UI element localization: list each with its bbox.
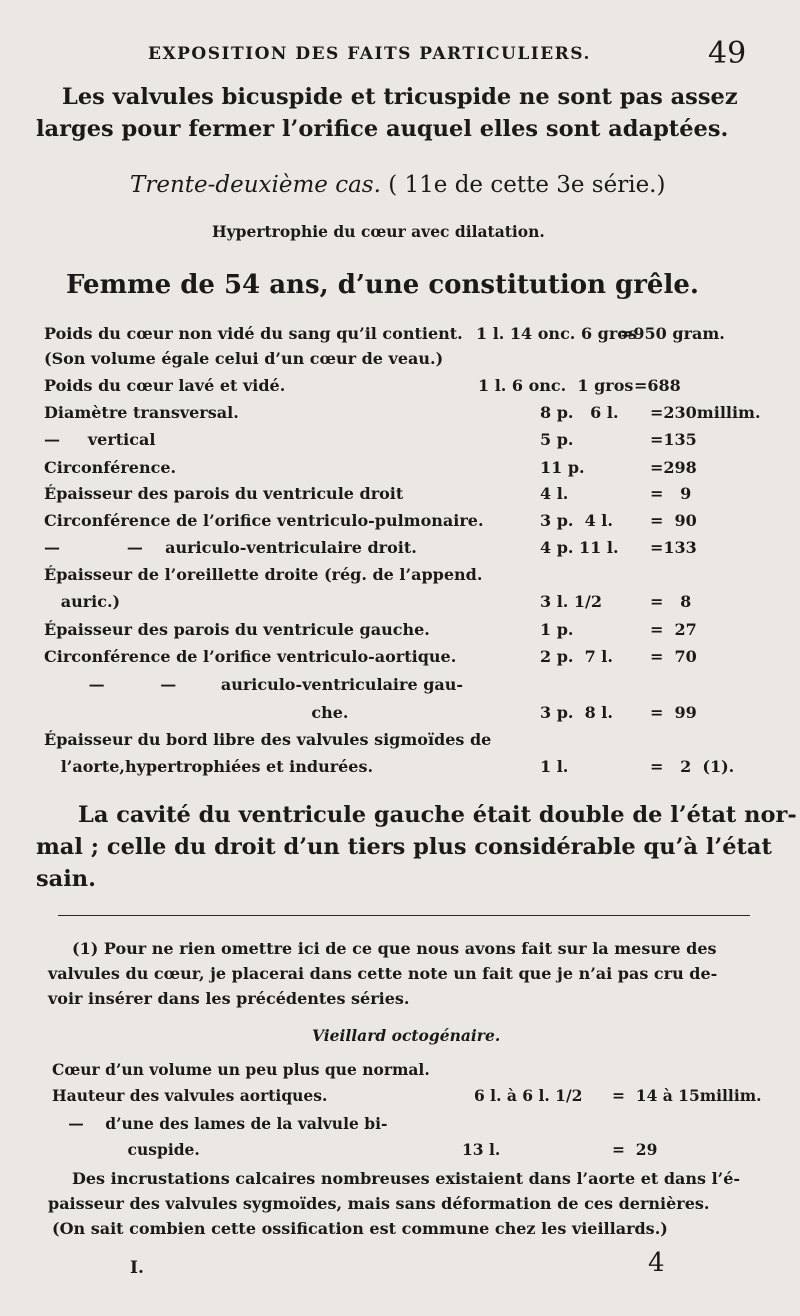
measurement-metric: = 90 [650,511,697,530]
measurement-value: 1 p. [540,620,574,639]
measurement-value: 3 p. 4 l. [540,511,613,530]
measurement-label: Épaisseur du bord libre des valvules sigmoïdes de [44,730,492,749]
measurement-row [0,376,800,402]
footnote-row [0,1086,800,1110]
measurement-label: — vertical [44,430,156,449]
measurement-metric: = 8 [650,592,692,611]
measurement-row [0,430,800,456]
measurement-metric: =950 gram. [620,324,725,343]
measurement-value: 8 p. 6 l. [540,403,619,422]
footnote-closing-1: Des incrustations calcaires nombreuses existaient dans l’aorte et dans l’é- [72,1169,741,1188]
footnote-row-label: — d’une des lames de la valvule bi- [52,1114,388,1133]
case-title-text: Trente-deuxième cas. [130,172,381,198]
footnote-row-label: Hauteur des valvules aortiques. [52,1086,328,1105]
signature-number: 4 [648,1248,665,1278]
measurement-label: Poids du cœur non vidé du sang qu’il contient. [44,324,463,343]
measurement-metric: =135 [650,430,697,449]
intro-line-1: Les valvules bicuspide et tricuspide ne sont pas assez [62,84,738,110]
measurement-label: (Son volume égale celui d’un cœur de veau.) [44,349,444,368]
measurement-label: — — auriculo-ventriculaire droit. [44,538,417,557]
measurement-metric: = 2 (1). [650,757,735,776]
measurement-metric: = 99 [650,703,697,722]
intro-line-2: larges pour fermer l’orifice auquel elles sont adaptées. [36,116,729,142]
measurement-value: 1 l. [540,757,569,776]
measurement-metric: =688 [634,376,681,395]
case-title [130,172,665,198]
measurement-label: Diamètre transversal. [44,403,239,422]
case-series: ( 11e de cette 3e série.) [388,172,666,198]
footnote-row-label: Cœur d’un volume un peu plus que normal. [52,1060,430,1079]
measurement-label: Épaisseur des parois du ventricule droit [44,484,404,503]
measurement-row [0,703,800,729]
footnote-row-metric: = 29 [612,1140,658,1159]
measurement-label: Épaisseur de l’oreillette droite (rég. de l’append. [44,565,483,584]
patient-description: Femme de 54 ans, d’une constitution grêle. [66,270,699,300]
measurement-row [0,511,800,537]
measurement-row [0,620,800,646]
measurement-row [0,349,800,375]
footnote-heading: Vieillard octogénaire. [312,1026,501,1045]
page-number: 49 [708,36,747,71]
measurement-label: Épaisseur des parois du ventricule gauche. [44,620,430,639]
footnote-row-label: cuspide. [52,1140,200,1159]
running-title: EXPOSITION DES FAITS PARTICULIERS. [148,44,591,64]
footnote-divider [58,915,750,916]
measurement-row [0,592,800,618]
footnote-row [0,1060,800,1084]
measurement-row [0,538,800,564]
measurement-label: auric.) [44,592,121,611]
footnote-row [0,1140,800,1164]
measurement-metric: = 27 [650,620,697,639]
conclusion-line-3: sain. [36,866,96,892]
measurement-value: 5 p. [540,430,574,449]
measurement-row [0,675,800,701]
measurement-row [0,647,800,673]
measurement-value: 3 p. 8 l. [540,703,613,722]
footnote-row [0,1114,800,1138]
measurement-row [0,757,800,783]
footnote-closing-3: (On sait combien cette ossification est commune chez les vieillards.) [52,1219,668,1238]
measurement-value: 1 l. 6 onc. 1 gros [478,376,634,395]
measurement-label: Circonférence de l’orifice ventriculo-aortique. [44,647,457,666]
footnote-row-value: 13 l. [462,1140,501,1159]
footnote-row-value: 6 l. à 6 l. 1/2 [474,1086,583,1105]
measurement-metric: =230millim. [650,403,761,422]
measurement-value: 4 l. [540,484,569,503]
measurement-row [0,730,800,756]
measurement-value: 4 p. 11 l. [540,538,619,557]
measurement-metric: = 9 [650,484,692,503]
measurement-row [0,565,800,591]
conclusion-line-2: mal ; celle du droit d’un tiers plus considérable qu’à l’état [36,834,772,860]
signature-mark: I. [130,1258,144,1278]
measurement-metric: =133 [650,538,697,557]
measurement-label: che. [44,703,349,722]
measurement-row [0,324,800,350]
conclusion-line-1: La cavité du ventricule gauche était double de l’état nor- [78,802,797,828]
footnote-line-3: voir insérer dans les précédentes séries. [48,989,410,1008]
measurement-row [0,484,800,510]
footnote-line-2: valvules du cœur, je placerai dans cette note un fait que je n’ai pas cru de- [48,964,718,983]
measurement-value: 11 p. [540,458,585,477]
measurement-row [0,403,800,429]
measurement-label: Poids du cœur lavé et vidé. [44,376,286,395]
measurement-value: 1 l. 14 onc. 6 gros [476,324,637,343]
measurement-value: 2 p. 7 l. [540,647,613,666]
measurement-label: l’aorte,hypertrophiées et indurées. [44,757,374,776]
measurement-value: 3 l. 1/2 [540,592,603,611]
measurement-label: Circonférence de l’orifice ventriculo-pulmonaire. [44,511,484,530]
footnote-row-metric: = 14 à 15millim. [612,1086,762,1105]
measurement-label: — — auriculo-ventriculaire gau- [44,675,464,694]
footnote-line-1: (1) Pour ne rien omettre ici de ce que nous avons fait sur la mesure des [72,939,717,958]
measurement-metric: =298 [650,458,697,477]
measurement-metric: = 70 [650,647,697,666]
footnote-closing-2: paisseur des valvules sygmoïdes, mais sans déformation de ces dernières. [48,1194,710,1213]
measurement-row [0,458,800,484]
measurement-label: Circonférence. [44,458,177,477]
case-subtitle: Hypertrophie du cœur avec dilatation. [212,222,545,241]
